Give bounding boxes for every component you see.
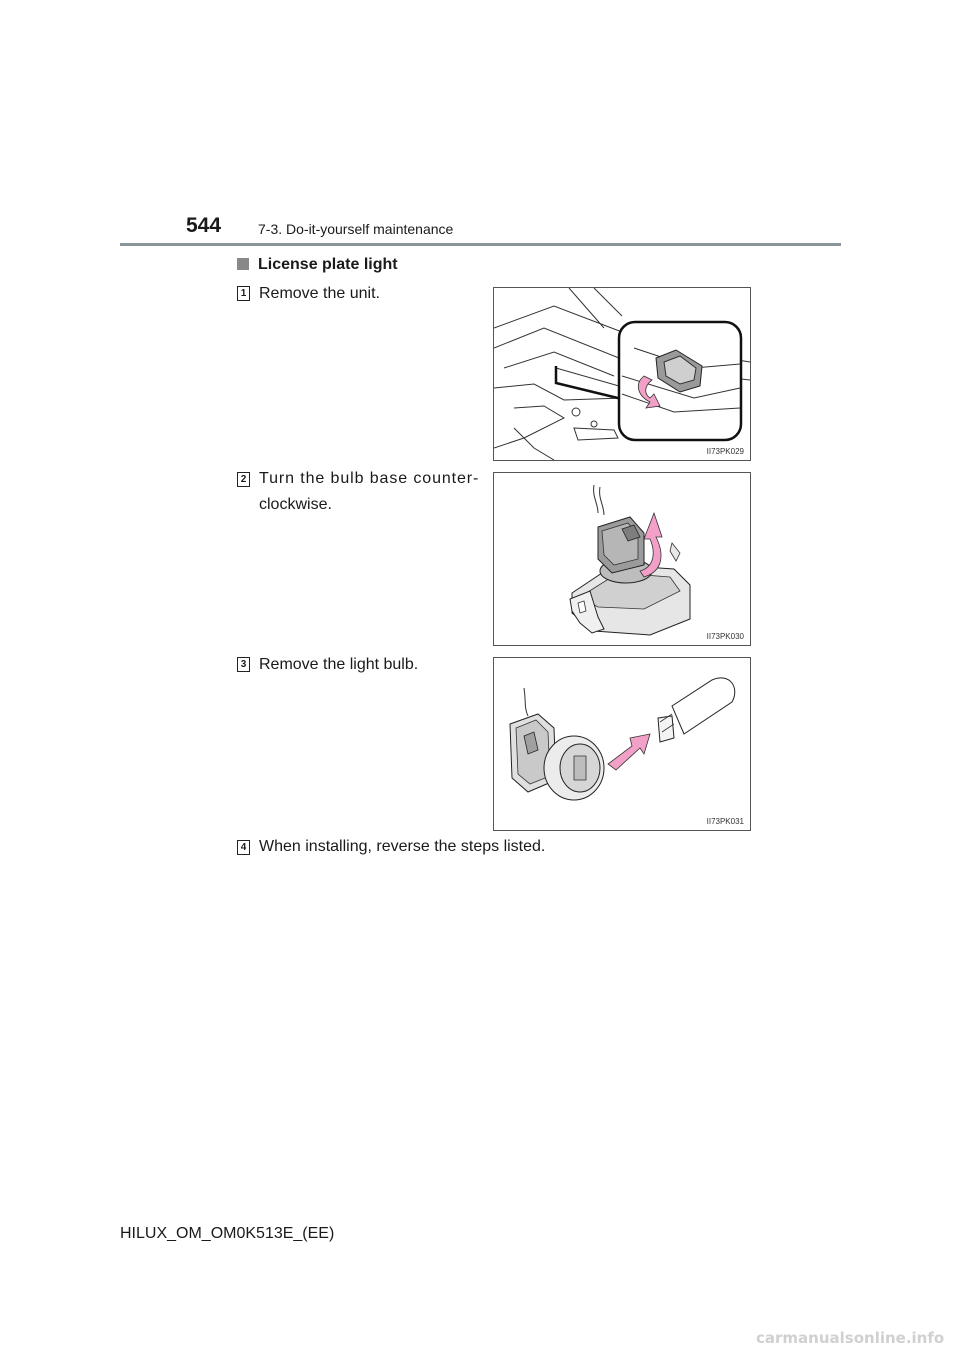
document-code: HILUX_OM_OM0K513E_(EE) (120, 1225, 335, 1242)
light-bulb-removal-illustration (494, 658, 750, 830)
square-bullet-icon (237, 258, 249, 270)
subheading-license-plate-light (237, 256, 398, 274)
figure-code: II73PK030 (706, 632, 744, 641)
section-title: 7-3. Do-it-yourself maintenance (258, 221, 454, 237)
figure-remove-unit (493, 287, 751, 461)
step-badge-1: 1 (237, 286, 250, 301)
watermark-text: carmanualsonline.info (756, 1329, 945, 1347)
license-light-unit-illustration (494, 288, 750, 460)
step-2-text-line-2: clockwise. (259, 496, 332, 513)
figure-code: II73PK029 (706, 447, 744, 456)
step-4-text: When installing, reverse the steps listed. (259, 838, 546, 855)
step-2-text-line-1: Turn the bulb base counter- (259, 470, 480, 487)
watermark-logo (756, 1326, 946, 1348)
step-1-text: Remove the unit. (259, 285, 380, 302)
figure-turn-bulb-base (493, 472, 751, 646)
bulb-base-rotation-illustration (494, 473, 750, 645)
step-badge-3: 3 (237, 657, 250, 672)
subheading-text: License plate light (258, 256, 398, 273)
header-rule (120, 243, 841, 246)
step-badge-4: 4 (237, 840, 250, 855)
step-3-text: Remove the light bulb. (259, 656, 419, 673)
figure-code: II73PK031 (706, 817, 744, 826)
step-2-text (259, 466, 479, 518)
step-badge-2: 2 (237, 472, 250, 487)
page-number: 544 (186, 214, 222, 237)
figure-remove-light-bulb (493, 657, 751, 831)
